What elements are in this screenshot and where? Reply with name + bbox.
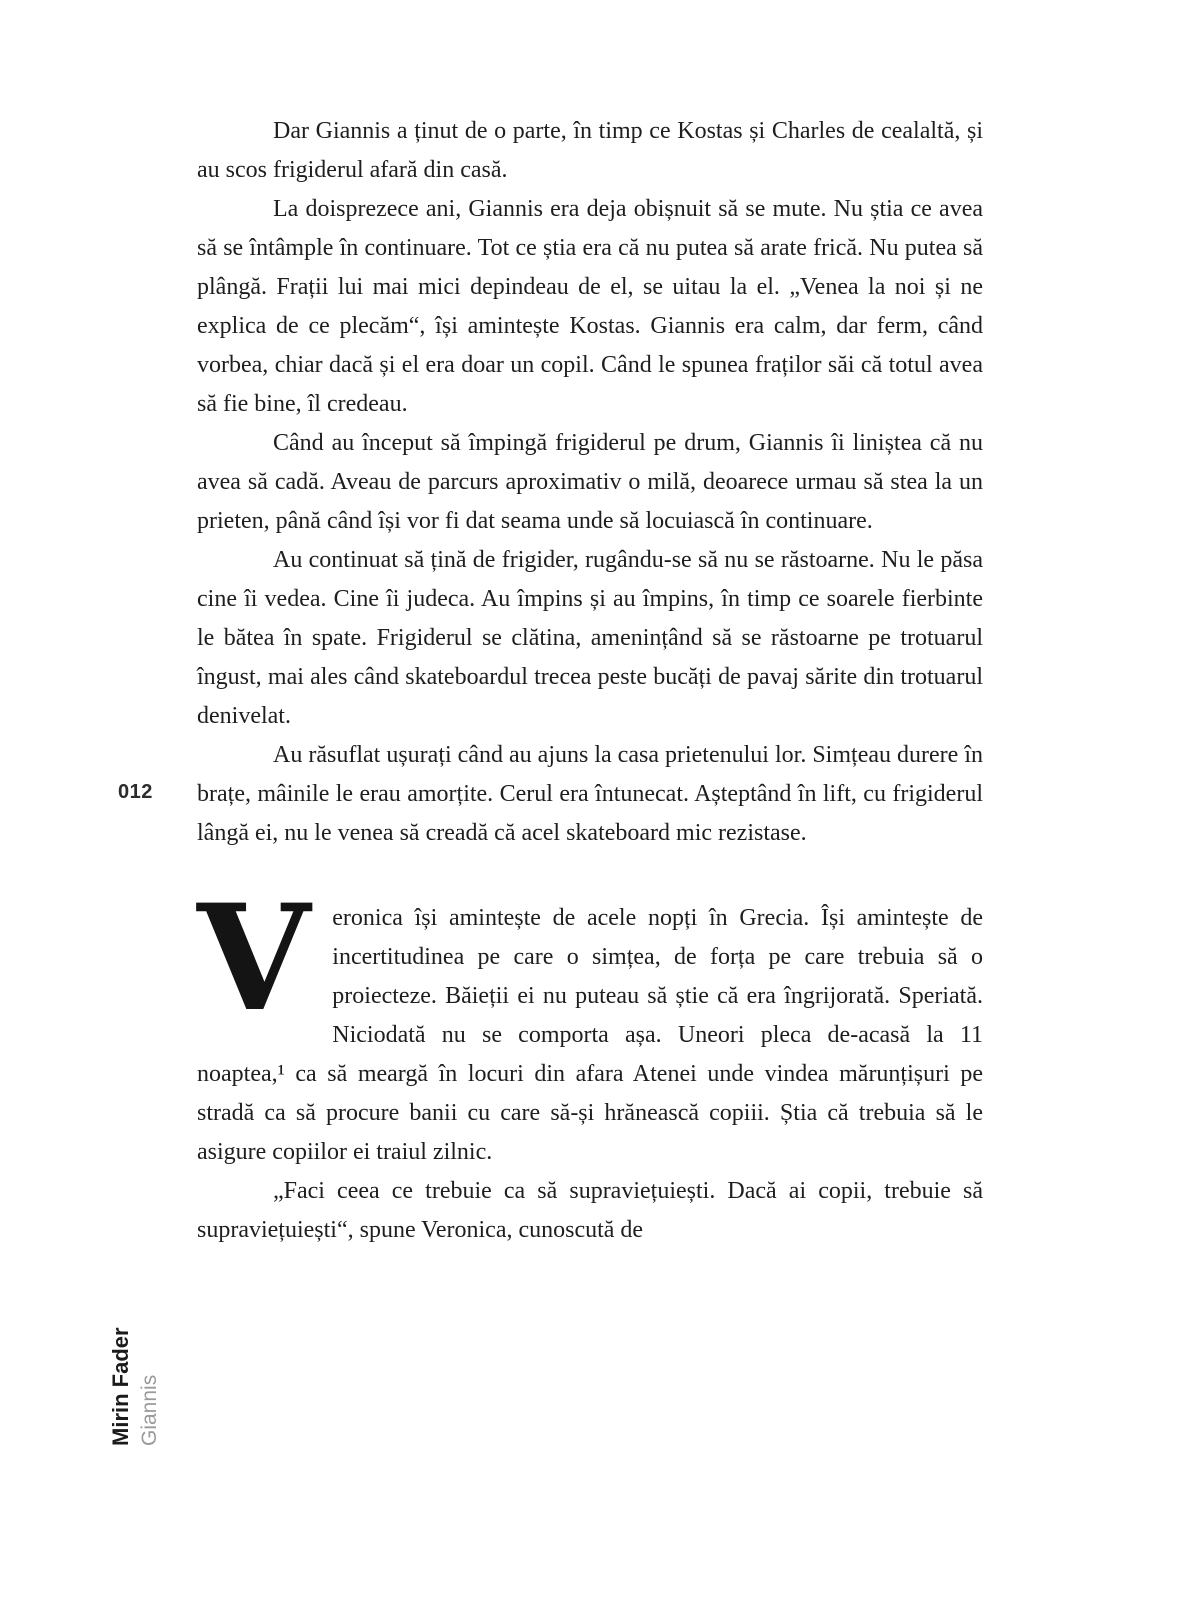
- paragraph: La doisprezece ani, Giannis era deja obișnuit să se mute. Nu știa ce avea să se întâmple în continuare. Tot ce știa era că nu putea să arate frică. Nu putea să plângă. Frații lui mai mici depindeau de el, se uitau la el. „Venea la noi și ne explica de ce plecăm“, își amintește Kostas. Giannis era calm, dar ferm, când vorbea, chiar dacă și el era doar un copil. Când le spunea fraților săi că totul avea să fie bine, îl credeau.: [197, 196, 983, 417]
- paragraph-text: eronica își amintește de acele nopți în Grecia. Își amintește de incertitudinea pe care o simțea, de forța pe care trebuia să o proiecteze. Băieții ei nu puteau să știe că era îngrijorată. Speriată. Niciodată nu se comporta așa. Uneori pleca de-acasă la 11 noaptea,¹ ca să meargă în locuri din afara Atenei unde vindea mărunțișuri pe stradă ca să procure banii cu care să-și hrănească copiii. Știa că trebuia să le asigure copiilor ei traiul zilnic.: [197, 905, 983, 1165]
- dropcap-letter: V: [197, 873, 311, 1044]
- page-number: 012: [118, 781, 153, 803]
- paragraph: Când au început să împingă frigiderul pe drum, Giannis îi liniștea că nu avea să cadă. Aveau de parcurs aproximativ o milă, deoarece urmau să stea la un prieten, până când își vor fi dat seama unde să locuiască în continuare.: [197, 430, 983, 534]
- spine-text: [107, 1327, 162, 1446]
- dropcap-paragraph: [197, 873, 983, 1172]
- section-break: [197, 873, 983, 1250]
- paragraph: Au continuat să țină de frigider, rugându-se să nu se răstoarne. Nu le păsa cine îi vedea. Cine îi judeca. Au împins și au împins, în timp ce soarele fierbinte le bătea în spate. Frigiderul se clătina, amenințând să se răstoarne pe trotuarul îngust, mai ales când skateboardul trecea peste bucăți de pavaj sărite din trotuarul denivelat.: [197, 547, 983, 729]
- spine-book-title: Giannis: [138, 1374, 161, 1446]
- paragraph: Au răsuflat ușurați când au ajuns la casa prietenului lor. Simțeau durere în brațe, mâinile le erau amorțite. Cerul era întunecat. Așteptând în lift, cu frigiderul lângă ei, nu le venea să creadă că acel skateboard mic rezistase.: [197, 742, 983, 846]
- text-block: [197, 112, 983, 1250]
- spine-author: Mirin Fader: [108, 1327, 133, 1446]
- paragraph: Dar Giannis a ținut de o parte, în timp ce Kostas și Charles de cealaltă, și au scos frigiderul afară din casă.: [197, 118, 983, 183]
- paragraph: „Faci ceea ce trebuie ca să supraviețuiești. Dacă ai copii, trebuie să supraviețuiești“, spune Veronica, cunoscută de: [197, 1178, 983, 1243]
